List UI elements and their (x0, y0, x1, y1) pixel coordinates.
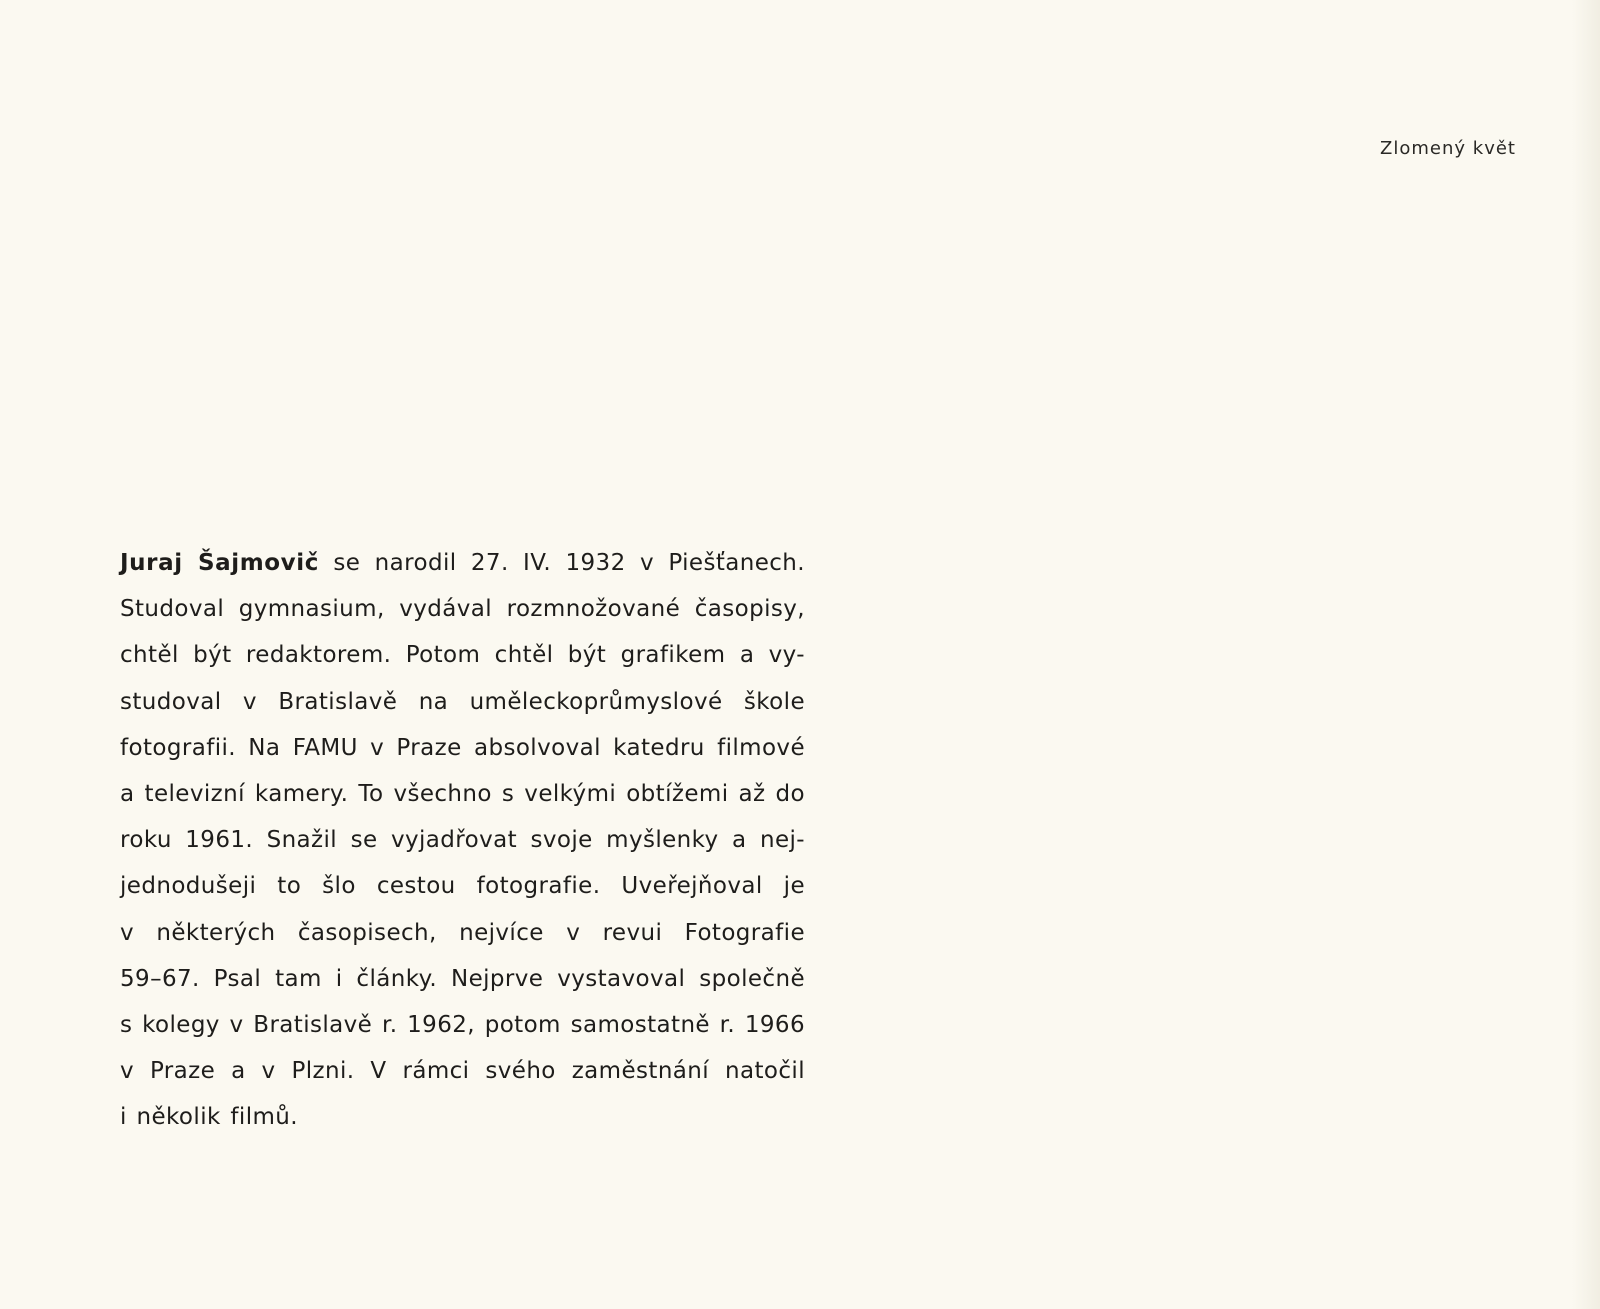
bio-line-text: se narodil 27. IV. 1932 v Piešťanech. (319, 550, 805, 576)
bio-line: studoval v Bratislavě na uměleckoprůmyslové škole (120, 688, 805, 715)
bio-line: i několik filmů. (120, 1104, 298, 1131)
bio-line (120, 540, 805, 586)
page-edge (1572, 0, 1600, 1309)
bio-line: Studoval gymnasium, vydával rozmnožované časopisy, (120, 596, 805, 623)
bio-line: s kolegy v Bratislavě r. 1962, potom samostatně r. 1966 (120, 1012, 805, 1039)
bio-line: roku 1961. Snažil se vyjadřovat svoje myšlenky a nej- (120, 827, 805, 854)
author-name: Juraj Šajmovič (120, 550, 319, 576)
bio-line: v některých časopisech, nejvíce v revui Fotografie (120, 919, 805, 946)
bio-line: 59–67. Psal tam i články. Nejprve vystavoval společně (120, 965, 805, 992)
bio-line: v Praze a v Plzni. V rámci svého zaměstnání natočil (120, 1058, 805, 1085)
bio-line: a televizní kamery. To všechno s velkými obtížemi až do (120, 781, 805, 808)
biography-paragraph (120, 540, 805, 1141)
bio-line: jednodušeji to šlo cestou fotografie. Uveřejňoval je (120, 873, 805, 900)
running-header-title: Zlomený květ (1380, 138, 1516, 159)
bio-line: chtěl být redaktorem. Potom chtěl být grafikem a vy- (120, 642, 805, 669)
bio-line: fotografii. Na FAMU v Praze absolvoval katedru filmové (120, 734, 805, 761)
